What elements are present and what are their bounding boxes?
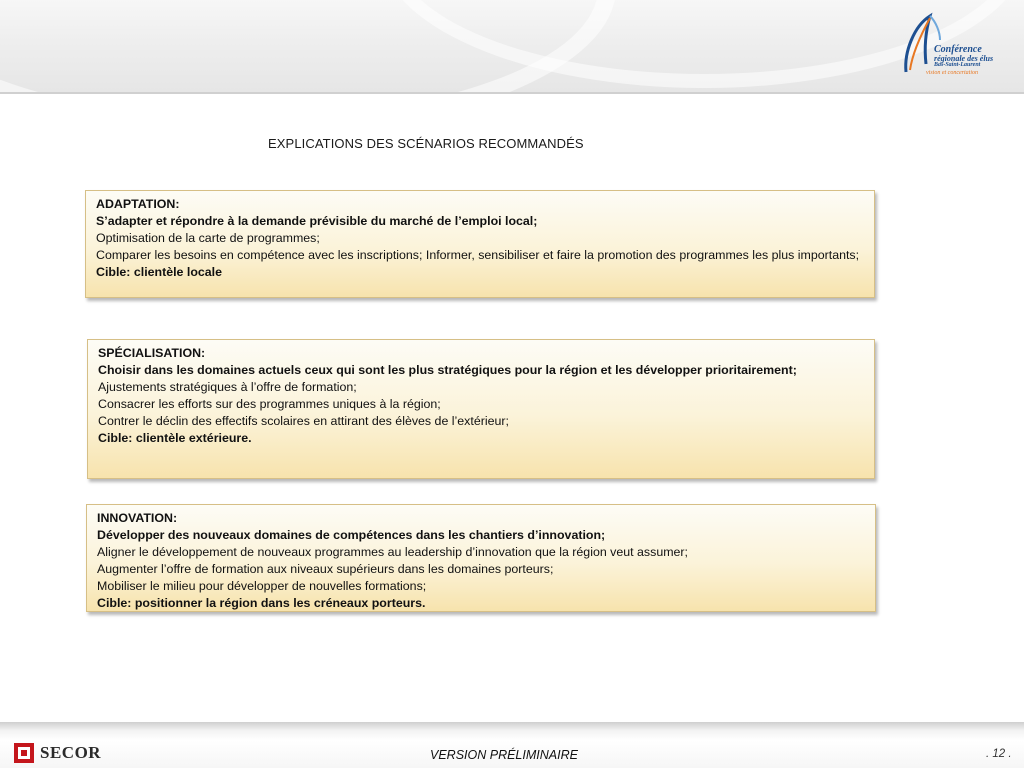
logo-line-2: régionale des élus: [934, 54, 994, 63]
card-item: Ajustements stratégiques à l’offre de formation;: [98, 380, 357, 394]
cre-logo: [900, 12, 1004, 80]
logo-line-3: Bas-Saint-Laurent: [934, 62, 981, 68]
card-subtitle: S’adapter et répondre à la demande prévisible du marché de l’emploi local;: [96, 214, 538, 228]
card-item: Consacrer les efforts sur des programmes uniques à la région;: [98, 397, 441, 411]
card-item: Contrer le déclin des effectifs scolaires en attirant des élèves de l’extérieur;: [98, 414, 509, 428]
page-title: EXPLICATIONS DES SCÉNARIOS RECOMMANDÉS: [268, 136, 584, 151]
card-heading: INNOVATION:: [97, 511, 178, 525]
logo-tagline: vision et concertation: [926, 70, 978, 76]
card-subtitle: Choisir dans les domaines actuels ceux qui sont les plus stratégiques pour la région et les développer prioritairement;: [98, 363, 797, 377]
secor-brand-text: SECOR: [40, 743, 102, 762]
scenario-card-adaptation: [85, 190, 875, 298]
card-target: Cible: clientèle extérieure.: [98, 431, 252, 445]
card-target: Cible: positionner la région dans les créneaux porteurs.: [97, 596, 426, 610]
header-divider: [0, 92, 1024, 94]
card-item: Mobiliser le milieu pour développer de nouvelles formations;: [97, 579, 427, 593]
card-subtitle: Développer des nouveaux domaines de compétences dans les chantiers d’innovation;: [97, 528, 606, 542]
card-target: Cible: clientèle locale: [96, 265, 223, 279]
card-item: Comparer les besoins en compétence avec les inscriptions; Informer, sensibiliser et faire la promotion des programmes les plus importants;: [96, 248, 860, 262]
card-item: Aligner le développement de nouveaux programmes au leadership d’innovation que la région veut assumer;: [97, 545, 688, 559]
card-item: Augmenter l’offre de formation aux niveaux supérieurs dans les domaines porteurs;: [97, 562, 554, 576]
card-item: Optimisation de la carte de programmes;: [96, 231, 320, 245]
header-band: [0, 0, 1024, 92]
scenario-card-specialisation: [87, 339, 875, 479]
secor-square-icon: [14, 743, 34, 763]
page-number: . 12 .: [986, 748, 1012, 760]
scenario-card-innovation: [86, 504, 876, 612]
card-heading: ADAPTATION:: [96, 197, 180, 211]
version-label: VERSION PRÉLIMINAIRE: [430, 748, 578, 762]
logo-line-1: Conférence: [934, 44, 982, 55]
card-heading: SPÉCIALISATION:: [98, 346, 206, 360]
secor-logo: [14, 742, 101, 764]
